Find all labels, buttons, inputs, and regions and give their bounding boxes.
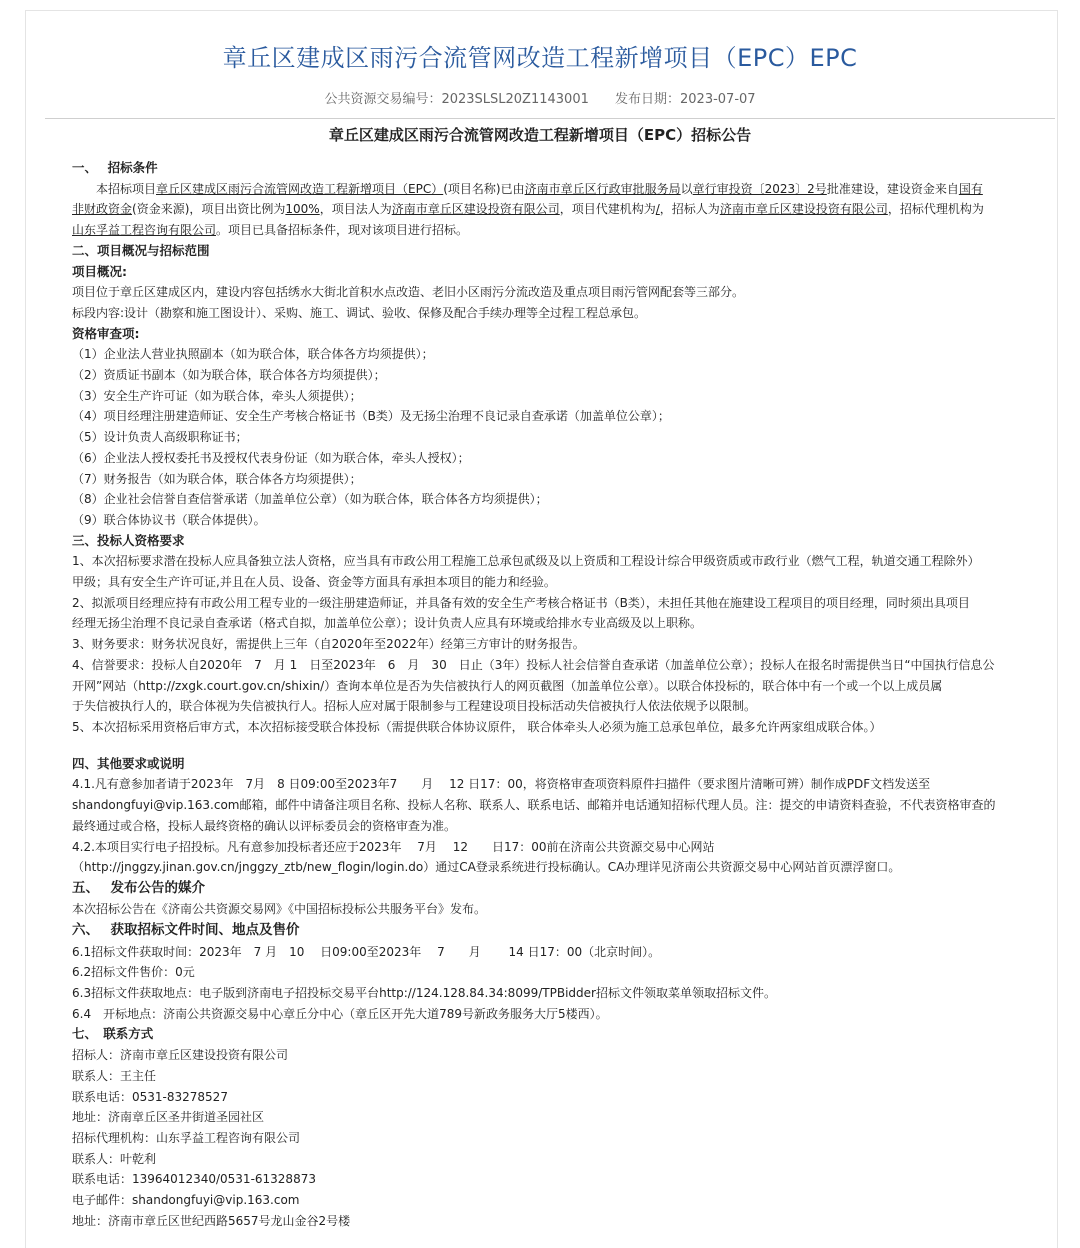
section-heading-1: 一、 招标条件 bbox=[72, 160, 158, 175]
qual-item: （9）联合体协议书（联合体提供）。 bbox=[72, 512, 266, 527]
s3-line: 经理无扬尘治理不良记录自查承诺（格式自拟，加盖单位公章）；设计负责人应具有环境或给排水专业高级及以上职称。 bbox=[72, 616, 703, 631]
contact-line: 电子邮件：shandongfuyi@vip.163.com bbox=[72, 1193, 300, 1208]
contact-line: 联系电话：13964012340/0531-61328873 bbox=[72, 1172, 316, 1187]
s4-line: 4.1.凡有意参加者请于2023年 7月 8 日09:00至2023年7 月 12 日17：00，将资格审查项资料原件扫描件（要求图片清晰可辨）制作成PDF文档发送至 bbox=[72, 777, 931, 792]
qual-item: （3）安全生产许可证（如为联合体，牵头人须提供）； bbox=[72, 388, 362, 403]
s3-line: 3、财务要求：财务状况良好，需提供上三年（自2020年至2022年）经第三方审计的财务报告。 bbox=[72, 637, 585, 652]
s4-line: shandongfuyi@vip.163.com邮箱，邮件中请备注项目名称、投标人名称、联系人、联系电话、邮箱并电话通知招标代理人员。注：提交的申请资料查验，不代表资格审查的 bbox=[72, 798, 996, 813]
document-title: 章丘区建成区雨污合流管网改造工程新增项目（EPC）招标公告 bbox=[328, 126, 752, 144]
scope-text: 标段内容:设计（勘察和施工图设计）、采购、施工、调试、验收、保修及配合手续办理等全过程工程总承包。 bbox=[72, 305, 647, 320]
overview-text: 项目位于章丘区建成区内，建设内容包括绣水大街北首积水点改造、老旧小区雨污分流改造及重点项目雨污管网配套等三部分。 bbox=[72, 285, 745, 300]
s6-line: 6.1招标文件获取时间：2023年 7 月 10 日09:00至2023年 7 月 14 日17：00（北京时间）。 bbox=[72, 944, 661, 959]
contact-line: 地址：济南市章丘区世纪西路5657号龙山金谷2号楼 bbox=[72, 1213, 351, 1228]
qual-item: （4）项目经理注册建造师证、安全生产考核合格证书（B类）及无扬尘治理不良记录自查承诺（加盖单位公章）； bbox=[72, 409, 670, 424]
qual-item: （5）设计负责人高级职称证书； bbox=[72, 430, 248, 445]
s3-line: 4、信誉要求：投标人自2020年 7 月 1 日至2023年 6 月 30 日止（3年）投标人社会信誉自查承诺（加盖单位公章）；投标人在报名时需提供当日“中国执行信息公 bbox=[72, 657, 995, 672]
qual-item: （6）企业法人授权委托书及授权代表身份证（如为联合体，牵头人授权）； bbox=[72, 450, 470, 465]
section-heading-3: 三、投标人资格要求 bbox=[72, 532, 185, 548]
section-heading-5: 五、 发布公告的媒介 bbox=[72, 879, 205, 896]
qual-item: （8）企业社会信誉自查信誉承诺（加盖单位公章）（如为联合体，联合体各方均须提供）； bbox=[72, 492, 548, 507]
contact-line: 地址：济南章丘区圣井街道圣园社区 bbox=[72, 1110, 265, 1125]
spacer bbox=[72, 738, 1058, 754]
s3-line: 2、拟派项目经理应持有市政公用工程专业的一级注册建造师证，并具备有效的安全生产考核合格证书（B类），未担任其他在施建设工程项目的项目经理，同时须出具项目 bbox=[72, 595, 970, 610]
overview-label: 项目概况: bbox=[72, 263, 127, 279]
s6-line: 6.3招标文件获取地点：电子版到济南电子招投标交易平台http://124.128.84.34:8099/TPBidder招标文件领取菜单领取招标文件。 bbox=[72, 986, 776, 1001]
meta-line bbox=[0, 88, 1080, 107]
contact-line: 联系电话：0531-83278527 bbox=[72, 1089, 228, 1104]
s4-line: （http://jnggzy.jinan.gov.cn/jnggzy_ztb/new_flogin/login.do）通过CA登录系统进行投标确认。CA办理详见济南公共资源交易中心网站首页漂浮窗口。 bbox=[72, 860, 901, 875]
qualification-label: 资格审查项: bbox=[72, 325, 140, 341]
s6-line: 6.2招标文件售价：0元 bbox=[72, 965, 195, 980]
contact-line: 联系人：叶乾利 bbox=[72, 1151, 157, 1166]
s1-line-1: 本招标项目章丘区建成区雨污合流管网改造工程新增项目（EPC）(项目名称)已由济南市章丘区行政审批服务局以章行审投资〔2023〕2号批准建设，建设资金来自国有 bbox=[96, 181, 983, 196]
section-heading-6: 六、 获取招标文件时间、地点及售价 bbox=[72, 922, 300, 939]
s4-line: 4.2.本项目实行电子招投标。凡有意参加投标者还应于2023年 7月 12 日17：00前在济南公共资源交易中心网站 bbox=[72, 839, 715, 854]
qual-item: （7）财务报告（如为联合体，联合体各方均须提供）； bbox=[72, 471, 362, 486]
divider bbox=[45, 118, 1055, 119]
s3-line: 甲级；具有安全生产许可证,并且在人员、设备、资金等方面具有承担本项目的能力和经验。 bbox=[72, 575, 556, 590]
announcement-body bbox=[72, 158, 1058, 1231]
contact-line: 招标代理机构：山东孚益工程咨询有限公司 bbox=[72, 1130, 301, 1145]
s3-line: 于失信被执行人的，联合体视为失信被执行人。招标人应对属于限制参与工程建设项目投标活动失信被执行人依法依规予以限制。 bbox=[72, 699, 757, 714]
contact-line: 招标人：济南市章丘区建设投资有限公司 bbox=[72, 1048, 289, 1063]
s1-line-3: 山东孚益工程咨询有限公司。项目已具备招标条件，现对该项目进行招标。 bbox=[72, 223, 469, 238]
section-heading-4: 四、其他要求或说明 bbox=[72, 755, 185, 771]
qual-item: （1）企业法人营业执照副本（如为联合体，联合体各方均须提供）； bbox=[72, 347, 434, 362]
section-heading-2: 二、项目概况与招标范围 bbox=[72, 242, 210, 258]
page-title: 章丘区建成区雨污合流管网改造工程新增项目（EPC）EPC bbox=[222, 44, 858, 72]
s4-line: 最终通过或合格，投标人最终资格的确认以评标委员会的资格审查为准。 bbox=[72, 818, 457, 833]
s3-line: 开网”网站（http://zxgk.court.gov.cn/shixin/）查询本单位是否为失信被执行人的网页截图（加盖单位公章）。以联合体投标的，联合体中有一个或一个以上成员属 bbox=[72, 678, 943, 693]
section-heading-7: 七、 联系方式 bbox=[72, 1026, 154, 1042]
qual-item: （2）资质证书副本（如为联合体，联合体各方均须提供）； bbox=[72, 368, 386, 383]
s1-line-2: 非财政资金(资金来源)，项目出资比例为100%，项目法人为济南市章丘区建设投资有限公司，项目代建机构为/，招标人为济南市章丘区建设投资有限公司，招标代理机构为 bbox=[72, 202, 984, 217]
s3-line: 1、本次招标要求潜在投标人应具备独立法人资格，应当具有市政公用工程施工总承包贰级及以上资质和工程设计综合甲级资质或市政行业（燃气工程，轨道交通工程除外） bbox=[72, 554, 980, 569]
contact-line: 联系人：王主任 bbox=[72, 1068, 157, 1083]
s5-text: 本次招标公告在《济南公共资源交易网》《中国招标投标公共服务平台》发布。 bbox=[72, 902, 487, 917]
publish-date: 发布日期：2023-07-07 bbox=[615, 92, 756, 107]
s3-line: 5、本次招标采用资格后审方式，本次招标接受联合体投标（需提供联合体协议原件， 联合体牵头人必须为施工总承包单位，最多允许两家组成联合体。） bbox=[72, 719, 882, 734]
trade-code: 公共资源交易编号：2023SLSL20Z1143001 bbox=[324, 92, 589, 107]
s6-line: 6.4 开标地点：济南公共资源交易中心章丘分中心（章丘区开先大道789号新政务服务大厅5楼西）。 bbox=[72, 1006, 608, 1021]
